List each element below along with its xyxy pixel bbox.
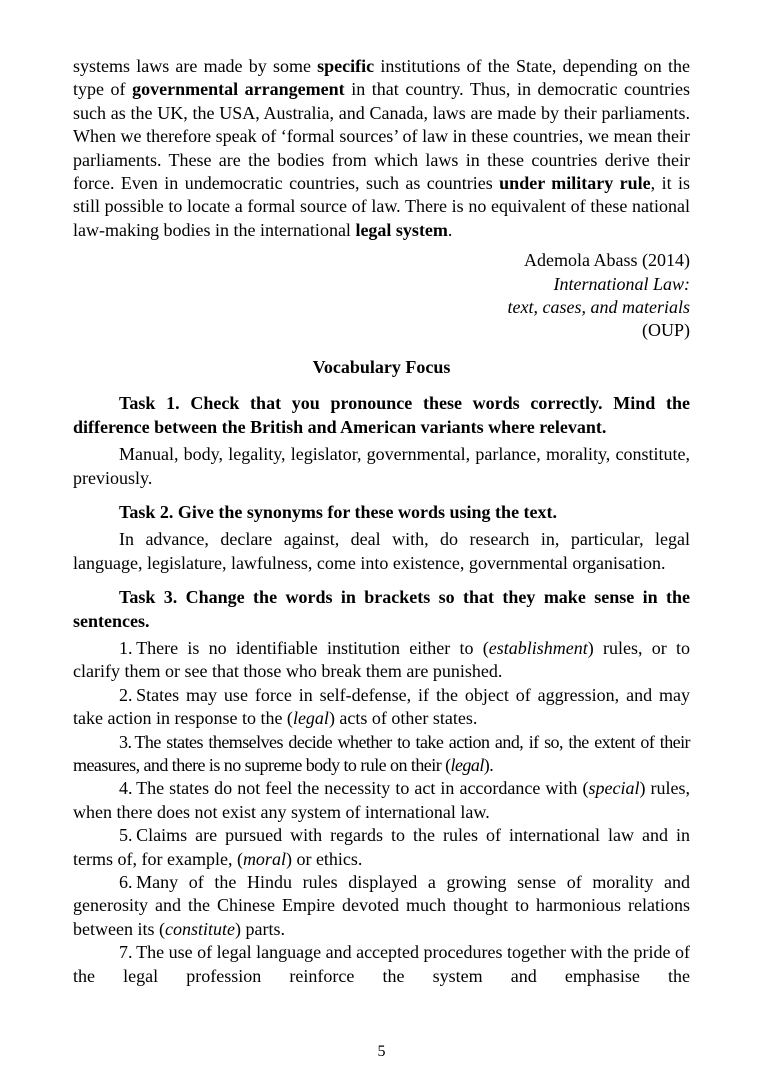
source-line-1 bbox=[73, 249, 690, 296]
bracket-word: establishment bbox=[488, 637, 588, 658]
item-text: ) parts. bbox=[234, 918, 285, 939]
source-publisher: (OUP) bbox=[642, 320, 690, 341]
task1-body: Manual, body, legality, legislator, governmental, parlance, morality, constitute, previously. bbox=[73, 444, 690, 488]
term-under-military-rule: under military rule bbox=[499, 173, 651, 194]
source-title-2: text, cases, and materials bbox=[507, 297, 690, 318]
term-legal-system: legal system bbox=[355, 219, 448, 240]
task3-item-6 bbox=[73, 871, 690, 941]
term-specific: specific bbox=[317, 56, 375, 76]
page-content bbox=[73, 55, 690, 988]
item-text: 2. States may use force in self-defense, if the object of aggression, and may take action in response to the ( bbox=[73, 684, 690, 729]
section-heading: Vocabulary Focus bbox=[312, 356, 451, 377]
task3-item-4 bbox=[73, 777, 690, 824]
bracket-word: legal bbox=[292, 708, 329, 729]
source-citation bbox=[73, 249, 690, 343]
item-text: ). bbox=[483, 754, 494, 775]
task1-title: Task 1. Check that you pronounce these words correctly. Mind the difference between the British and American variants where relevant. bbox=[73, 393, 690, 437]
source-title-1: International Law: bbox=[553, 273, 690, 294]
bracket-word: legal bbox=[450, 754, 484, 775]
item-text: ) or ethics. bbox=[285, 848, 363, 869]
bracket-word: constitute bbox=[164, 918, 235, 939]
task3-item-5 bbox=[73, 824, 690, 871]
item-text: 4. The states do not feel the necessity to act in accordance with ( bbox=[119, 778, 589, 799]
bracket-word: moral bbox=[242, 848, 286, 869]
term-governmental-arrangement: governmental arrangement bbox=[132, 79, 345, 100]
item-text: ) rules, or to clarify them or see that those who break them are punished. bbox=[73, 637, 690, 682]
task3-item-1 bbox=[73, 637, 690, 684]
item-text: 3. The states themselves decide whether to take action and, if so, the extent of their measures, and there is no supreme body to rule on their ( bbox=[73, 731, 690, 775]
intro-text-1: systems laws are made by some bbox=[73, 56, 318, 76]
item-text: 7. The use of legal language and accepted procedures together with the pride of the legal profession reinforce the system and emphasise the bbox=[73, 942, 690, 986]
source-line-2 bbox=[73, 296, 690, 343]
page-number: 5 bbox=[377, 1043, 386, 1060]
task3-title: Task 3. Change the words in brackets so that they make sense in the sentences. bbox=[73, 587, 690, 631]
intro-text-2: institutions of the State, depending on the type of bbox=[73, 56, 690, 100]
bracket-word: special bbox=[588, 778, 640, 799]
item-text: 6. Many of the Hindu rules displayed a growing sense of morality and generosity and the Chinese Empire devoted much thought to harmonious relations between its ( bbox=[73, 872, 690, 939]
intro-text-4: , it is still possible to locate a formal source of law. There is no equivalent of these national law-making bodies in the international bbox=[73, 173, 690, 240]
task2-body: In advance, declare against, deal with, do research in, particular, legal language, legislature, lawfulness, come into existence, governmental organisation. bbox=[73, 529, 690, 573]
task2-title: Task 2. Give the synonyms for these words using the text. bbox=[119, 501, 558, 522]
item-text: ) rules, when there does not exist any system of international law. bbox=[73, 778, 690, 822]
item-text: ) acts of other states. bbox=[328, 708, 478, 729]
source-author: Ademola Abass (2014) bbox=[524, 250, 690, 271]
intro-text-3: in that country. Thus, in democratic countries such as the UK, the USA, Australia, and Canada, laws are made by their parliaments. When we therefore speak of ‘formal sources’ of law in these countries, we mean their parliaments. These are the bodies from which laws in these countries derive their force. Even in undemocratic countries, such as countries bbox=[73, 79, 691, 194]
item-text: 5. Claims are pursued with regards to the rules of international law and in terms of, for example, ( bbox=[73, 825, 690, 869]
task3-item-3 bbox=[73, 731, 690, 778]
intro-paragraph bbox=[73, 55, 690, 242]
task3-item-2 bbox=[73, 684, 690, 731]
intro-text-5: . bbox=[447, 219, 453, 240]
item-text: 1. There is no identifiable institution either to ( bbox=[119, 637, 489, 658]
task3-item-7 bbox=[73, 941, 690, 988]
